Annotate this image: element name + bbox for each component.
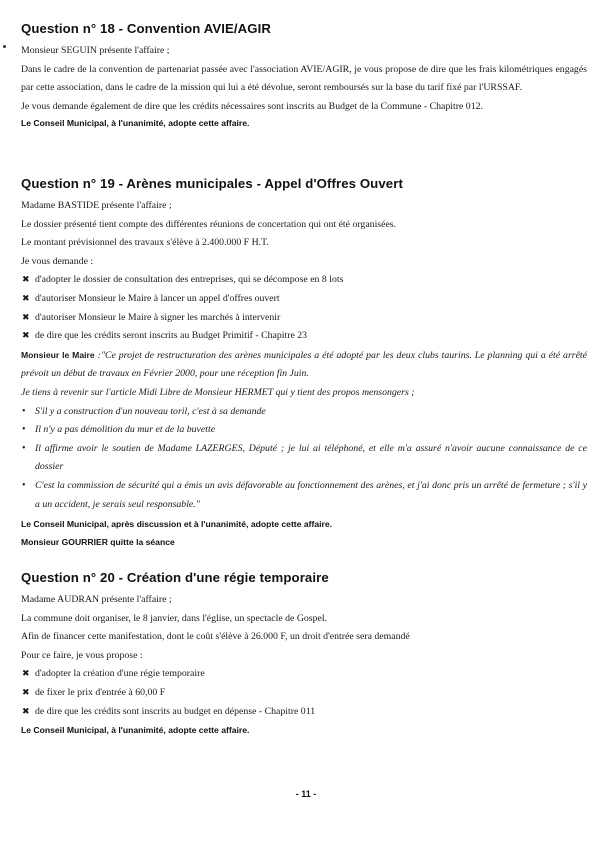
question-19-departure: Monsieur GOURRIER quitte la séance	[21, 537, 175, 548]
question-18-budget: Je vous demande également de dire que les crédits nécessaires sont inscrits au Budget de la Commune - Chapitre 012.	[21, 100, 483, 112]
mayor-statement-line2: Je tiens à revenir sur l'article Midi Libre de Monsieur HERMET qui y tient des propos mensongers ;	[21, 386, 415, 398]
dot-bullet-icon: •	[22, 424, 26, 436]
x-bullet-icon: ✖	[22, 687, 30, 698]
list-item: ✖ d'autoriser Monsieur le Maire à lancer un appel d'offres ouvert	[21, 290, 587, 309]
question-20-presenter: Madame AUDRAN présente l'affaire ;	[21, 594, 172, 605]
question-20-line2: Afin de financer cette manifestation, dont le coût s'élève à 26.000 F, un droit d'entrée sera demandé	[21, 631, 410, 643]
question-18-decision: Le Conseil Municipal, à l'unanimité, adopte cette affaire.	[21, 118, 250, 129]
question-19-line1: Le dossier présenté tient compte des différentes réunions de concertation qui ont été organisées.	[21, 218, 397, 230]
list-item: • Il affirme avoir le soutien de Madame LAZERGES, Député ; je lui ai téléphoné, et elle m'a assuré n'avoir aucune connaissance de ce dossier	[21, 440, 587, 477]
list-item: ✖ d'adopter la création d'une régie temporaire	[21, 665, 587, 684]
list-item: • C'est la commission de sécurité qui a émis un avis défavorable au fonctionnement des arènes, et j'ai donc pris un arrêté de fermeture ; s'il y a un accident, je serais seul responsable."	[21, 477, 587, 514]
question-18-section	[21, 21, 587, 130]
x-bullet-icon: ✖	[22, 293, 30, 304]
x-bullet-icon: ✖	[22, 275, 30, 286]
page-number: - 11 -	[295, 789, 317, 799]
dot-bullet-icon: •	[22, 442, 26, 454]
question-19-decision: Le Conseil Municipal, après discussion et à l'unanimité, adopte cette affaire.	[21, 519, 333, 530]
mayor-statement: Monsieur le Maire :"Ce projet de restructuration des arènes municipales a été adopté par les deux clubs taurins. Le planning qui a été arrêté prévoit un début de travaux en Février 2000, pour une réception fin Juin.	[21, 349, 587, 380]
question-19-list	[21, 271, 587, 345]
question-20-decision: Le Conseil Municipal, à l'unanimité, adopte cette affaire.	[21, 725, 250, 736]
dot-bullet-icon: •	[22, 405, 26, 417]
x-bullet-icon: ✖	[22, 669, 30, 680]
x-bullet-icon: ✖	[22, 312, 30, 323]
question-18-body: Dans le cadre de la convention de partenariat passée avec l'association AVIE/AGIR, je vous propose de dire que les frais kilométriques engagés par cette association, dans le cadre de la mission qui lui a été dévolue, seront remboursés sur la base du tarif fixé par l'URSSAF.	[21, 63, 587, 94]
dot-bullet-icon: •	[22, 479, 26, 491]
question-19-section	[21, 176, 587, 549]
list-item: ✖ de dire que les crédits seront inscrits au Budget Primitif - Chapitre 23	[21, 327, 587, 346]
question-18-title: Question n° 18 - Convention AVIE/AGIR	[21, 21, 272, 36]
mayor-label: Monsieur le Maire	[21, 349, 95, 360]
x-bullet-icon: ✖	[22, 331, 30, 342]
question-18-presenter: Monsieur SEGUIN présente l'affaire ;	[21, 45, 170, 56]
list-item: • Il n'y a pas démolition du mur et de la buvette	[21, 421, 587, 440]
x-bullet-icon: ✖	[22, 706, 30, 717]
mayor-bullets	[21, 403, 587, 515]
list-item: ✖ d'autoriser Monsieur le Maire à signer les marchés à intervenir	[21, 309, 587, 328]
list-item: • S'il y a construction d'un nouveau toril, c'est à sa demande	[21, 403, 587, 422]
question-20-title: Question n° 20 - Création d'une régie temporaire	[21, 570, 329, 585]
question-20-section	[21, 570, 587, 737]
question-19-request: Je vous demande :	[21, 255, 94, 267]
question-20-line1: La commune doit organiser, le 8 janvier, dans l'église, un spectacle de Gospel.	[21, 612, 328, 624]
list-item: ✖ de dire que les crédits sont inscrits au budget en dépense - Chapitre 011	[21, 703, 587, 722]
list-item: ✖ d'adopter le dossier de consultation des entreprises, qui se décompose en 8 lots	[21, 271, 587, 290]
question-20-line3: Pour ce faire, je vous propose :	[21, 649, 143, 661]
question-19-presenter: Madame BASTIDE présente l'affaire ;	[21, 200, 172, 211]
list-item: ✖ de fixer le prix d'entrée à 60,00 F	[21, 684, 587, 703]
question-20-list	[21, 665, 587, 721]
question-19-amount: Le montant prévisionnel des travaux s'élève à 2.400.000 F H.T.	[21, 237, 269, 249]
scan-speck	[3, 45, 6, 48]
question-19-title: Question n° 19 - Arènes municipales - Appel d'Offres Ouvert	[21, 176, 403, 191]
